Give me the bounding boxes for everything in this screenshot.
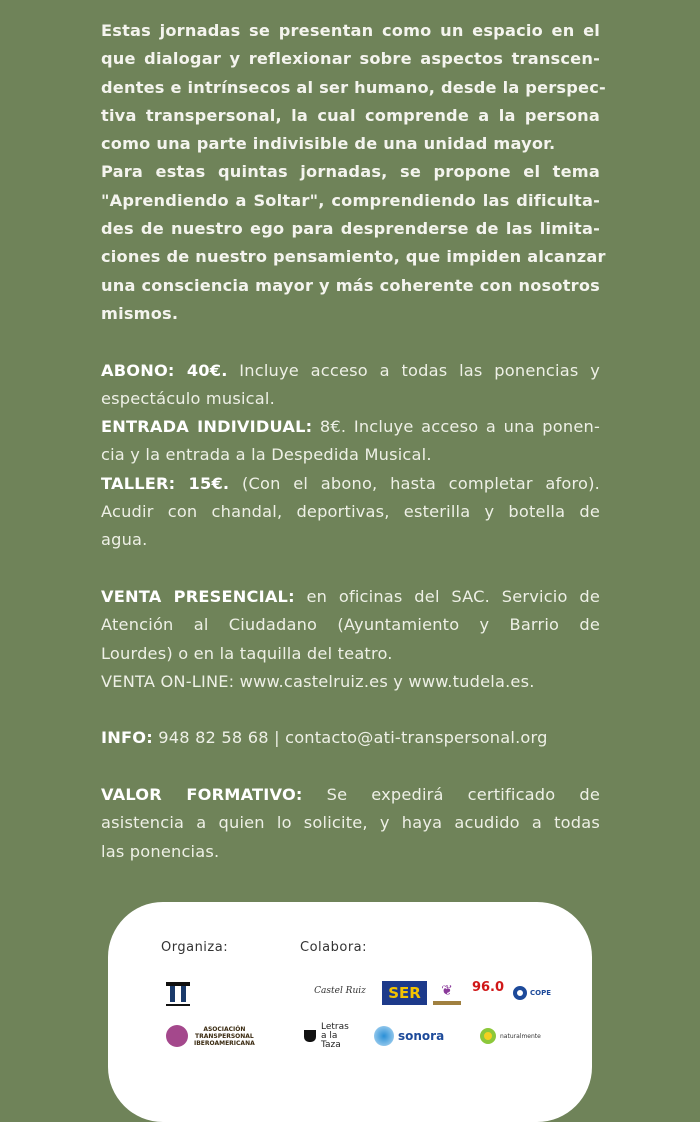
label-bold: TALLER: 15€.	[101, 473, 230, 493]
cope-logo: COPE	[513, 984, 551, 1002]
label-bold: ABONO: 40€.	[101, 360, 228, 380]
prices-line	[101, 441, 600, 469]
venta-line	[101, 640, 600, 668]
intro-line: una consciencia mayor y más coherente con nosotros	[101, 275, 600, 295]
line-text: asistencia a quien lo solicite, y haya acudido a todas	[101, 813, 600, 833]
info-line	[101, 724, 600, 752]
line-text: Acudir con chandal, deportivas, esterilla y botella de	[101, 502, 600, 522]
intro-line: que dialogar y reflexionar sobre aspectos transcen-	[101, 49, 600, 69]
prices-line	[101, 526, 600, 554]
venta-line	[101, 611, 600, 639]
intro-line: "Aprendiendo a Soltar", comprendiendo las dificulta-	[101, 190, 600, 210]
line-text: espectáculo musical.	[101, 388, 275, 408]
intro-line: Estas jornadas se presentan como un espacio en el	[101, 21, 600, 40]
label-bold: ENTRADA INDIVIDUAL:	[101, 417, 313, 437]
intro-line: como una parte indivisible de una unidad mayor.	[101, 134, 556, 154]
organiza-label: Organiza:	[161, 940, 229, 955]
intro-line: des de nuestro ego para desprenderse de las limita-	[101, 219, 600, 239]
label-bold: VENTA PRESENCIAL:	[101, 586, 295, 606]
valor-line	[101, 809, 600, 837]
intro-line: ciones de nuestro pensamiento, que impiden alcanzar	[101, 247, 606, 267]
line-text: en oficinas del SAC. Servicio de	[294, 586, 600, 606]
line-text: (Con el abono, hasta completar aforo).	[229, 473, 600, 493]
prices-line	[101, 413, 600, 441]
line-text: Lourdes) o en la taquilla del teatro.	[101, 643, 393, 663]
line-text: VENTA ON-LINE: www.castelruiz.es y www.tudela.es.	[101, 671, 535, 691]
angel-logo: ❦	[433, 981, 461, 1005]
sonora-fm-logo: sonora	[374, 1025, 444, 1047]
label-bold: VALOR FORMATIVO:	[101, 785, 303, 805]
line-text: 8€. Incluye acceso a una ponen-	[312, 417, 600, 437]
intro-line: mismos.	[101, 303, 179, 323]
line-text: Atención al Ciudadano (Ayuntamiento y Barrio de	[101, 615, 600, 635]
intro-line: tiva transpersonal, la cual comprende a la persona	[101, 105, 600, 125]
line-text: Incluye acceso a todas las ponencias y	[227, 360, 600, 380]
line-text: agua.	[101, 530, 148, 550]
theater-logo	[166, 982, 190, 1006]
venta-line	[101, 668, 600, 696]
signature-logo: Castel Ruiz	[314, 986, 366, 996]
prices-line	[101, 385, 600, 413]
venta-line	[101, 583, 600, 611]
cadena-ser-logo: SER	[382, 981, 427, 1005]
valor-line	[101, 781, 600, 809]
line-text: las ponencias.	[101, 841, 220, 861]
label-bold: INFO:	[101, 728, 153, 748]
colabora-label: Colabora:	[300, 940, 368, 955]
prices-line	[101, 470, 600, 498]
radio-tudela-logo: 96.0	[471, 980, 505, 995]
intro-line: dentes e intrínsecos al ser humano, desde la perspec-	[101, 77, 606, 97]
letras-a-la-taza-logo: Letras a la Taza	[304, 1024, 351, 1048]
naturalmente-logo: naturalmente	[480, 1027, 541, 1045]
info-text	[101, 17, 606, 866]
line-text: cia y la entrada a la Despedida Musical.	[101, 445, 432, 465]
prices-line	[101, 357, 600, 385]
ati-logo: ASOCIACIÓN TRANSPERSONAL IBEROAMERICANA	[166, 1025, 255, 1047]
prices-line	[101, 498, 600, 526]
line-text: 948 82 58 68 | contacto@ati-transpersonal.org	[152, 728, 548, 748]
line-text: Se expedirá certificado de	[302, 785, 600, 805]
sponsors-panel	[108, 902, 592, 1122]
intro-line: Para estas quintas jornadas, se propone el tema	[101, 162, 600, 182]
valor-line	[101, 838, 600, 866]
